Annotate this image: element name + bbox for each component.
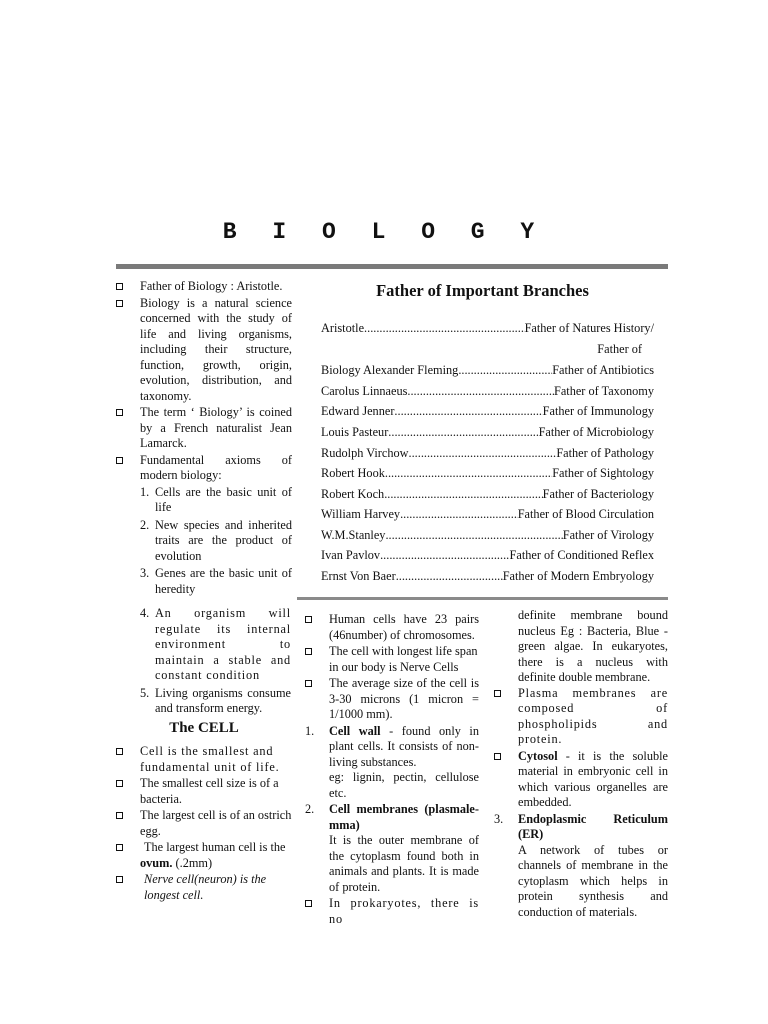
branch-row: Robert Hook ..... Father of Sightology bbox=[321, 466, 654, 484]
branch-row: William Harvey ..... Father of Blood Circulation bbox=[321, 507, 654, 525]
list-item: In prokaryotes, there is no bbox=[305, 896, 479, 927]
leader-dots bbox=[385, 528, 562, 544]
checkbox-bullet-icon bbox=[305, 648, 312, 655]
numbered-item: 5. Living organisms consume and transform energy. bbox=[140, 685, 291, 715]
leader-dots bbox=[458, 363, 552, 379]
list-item: Cytosol - it is the soluble material in embryonic cell in which various organelles are embedded. bbox=[494, 749, 668, 811]
checkbox-bullet-icon bbox=[116, 748, 123, 755]
list-item: Biology is a natural science concerned with the study of life and living organisms, including their structure, function, growth, origin, evolution, distribution, and taxonomy. bbox=[116, 296, 292, 405]
branch-row: Father of bbox=[597, 342, 642, 356]
list-item: Cell is the smallest and fundamental unit of life. bbox=[116, 744, 292, 775]
section-heading-cell: The CELL bbox=[169, 720, 239, 736]
leader-dots bbox=[400, 507, 518, 523]
branch-row: Rudolph Virchow ..... Father of Pathology bbox=[321, 446, 654, 464]
checkbox-bullet-icon bbox=[116, 283, 123, 290]
cell-list bbox=[116, 744, 292, 904]
branch-row: Robert Koch ..... Father of Bacteriology bbox=[321, 487, 654, 505]
checkbox-bullet-icon bbox=[116, 457, 123, 464]
checkbox-bullet-icon bbox=[305, 616, 312, 623]
checkbox-bullet-icon bbox=[116, 300, 123, 307]
list-item: The largest human cell is the ovum. (.2mm) bbox=[116, 840, 292, 871]
checkbox-bullet-icon bbox=[116, 876, 123, 883]
list-item: Human cells have 23 pairs (46number) of chromosomes. bbox=[305, 612, 479, 643]
numbered-item: 2. New species and inherited traits are the product of evolution bbox=[140, 517, 292, 563]
numbered-item: 1. Cell wall - found only in plant cells. It consists of non-living substances. eg: lignin, pectin, cellulose etc. bbox=[305, 723, 480, 800]
numbered-item: 3. Endoplasmic Reticulum (ER) A network of tubes or channels of membrane in the cytoplasm which helps in protein synthesis and conduction of materials. bbox=[494, 811, 668, 919]
branch-row: Ivan Pavlov ..... Father of Conditioned Reflex bbox=[321, 548, 654, 566]
list-item: Fundamental axioms of modern biology: bbox=[116, 453, 292, 484]
list-item: The average size of the cell is 3-30 microns (1 micron = 1/1000 mm). bbox=[305, 676, 479, 723]
branch-row: Biology Alexander Fleming ..... Father of Antibiotics bbox=[321, 363, 654, 381]
numbered-item: 3. Genes are the basic unit of heredity bbox=[140, 566, 292, 596]
checkbox-bullet-icon bbox=[116, 844, 123, 851]
leader-dots bbox=[394, 404, 542, 420]
leader-dots bbox=[396, 569, 503, 585]
list-item: The largest cell is of an ostrich egg. bbox=[116, 808, 292, 839]
checkbox-bullet-icon bbox=[494, 753, 501, 760]
list-item: Father of Biology : Aristotle. bbox=[116, 279, 292, 295]
left-column bbox=[116, 279, 292, 598]
numbered-item: 2. Cell membranes (plasmale-mma) It is the outer membrane of the cytoplasm found both in animals and plants. It is made of protein. bbox=[305, 802, 479, 894]
checkbox-bullet-icon bbox=[305, 680, 312, 687]
list-item: The term ‘ Biology’ is coined by a French naturalist Jean Lamarck. bbox=[116, 405, 292, 452]
leader-dots bbox=[380, 548, 509, 564]
branch-row: Aristotle ..... Father of Natures History/ bbox=[321, 321, 654, 339]
right-column bbox=[494, 608, 668, 921]
checkbox-bullet-icon bbox=[116, 409, 123, 416]
checkbox-bullet-icon bbox=[305, 900, 312, 907]
branch-row: Louis Pasteur ..... Father of Microbiology bbox=[321, 425, 654, 443]
list-item: Plasma membranes are composed of phospholipids and protein. bbox=[494, 686, 668, 748]
axioms-list bbox=[116, 485, 292, 598]
leader-dots bbox=[388, 425, 538, 441]
page-title: B I O L O G Y bbox=[222, 219, 546, 245]
leader-dots bbox=[409, 446, 557, 462]
section-rule bbox=[297, 597, 668, 600]
left-column-lower bbox=[140, 606, 291, 718]
checkbox-bullet-icon bbox=[494, 690, 501, 697]
branch-row: Edward Jenner ..... Father of Immunology bbox=[321, 404, 654, 422]
list-item: The cell with longest life span in our body is Nerve Cells bbox=[305, 644, 479, 675]
leader-dots bbox=[385, 466, 552, 482]
continued-text: definite membrane bound nucleus Eg : Bacteria, Blue - green algae. In eukaryotes, there is a nucleus with definite double membrane. bbox=[518, 608, 668, 684]
middle-column bbox=[305, 612, 479, 928]
list-item: The smallest cell size is of a bacteria. bbox=[116, 776, 292, 807]
branch-row: Carolus Linnaeus ..... Father of Taxonomy bbox=[321, 384, 654, 402]
leader-dots bbox=[407, 384, 554, 400]
leader-dots bbox=[384, 487, 542, 503]
title-rule bbox=[116, 264, 668, 269]
numbered-item: 4. An organism will regulate its internal environment to maintain a stable and constant condition bbox=[140, 606, 291, 682]
leader-dots bbox=[364, 321, 525, 337]
branch-row: Ernst Von Baer ..... Father of Modern Embryology bbox=[321, 569, 654, 587]
list-item: Nerve cell(neuron) is the longest cell. bbox=[116, 872, 292, 903]
checkbox-bullet-icon bbox=[116, 780, 123, 787]
checkbox-bullet-icon bbox=[116, 812, 123, 819]
branch-row: W.M.Stanley ..... Father of Virology bbox=[321, 528, 654, 546]
numbered-item: 1. Cells are the basic unit of life bbox=[140, 484, 292, 514]
branches-heading: Father of Important Branches bbox=[376, 281, 589, 300]
